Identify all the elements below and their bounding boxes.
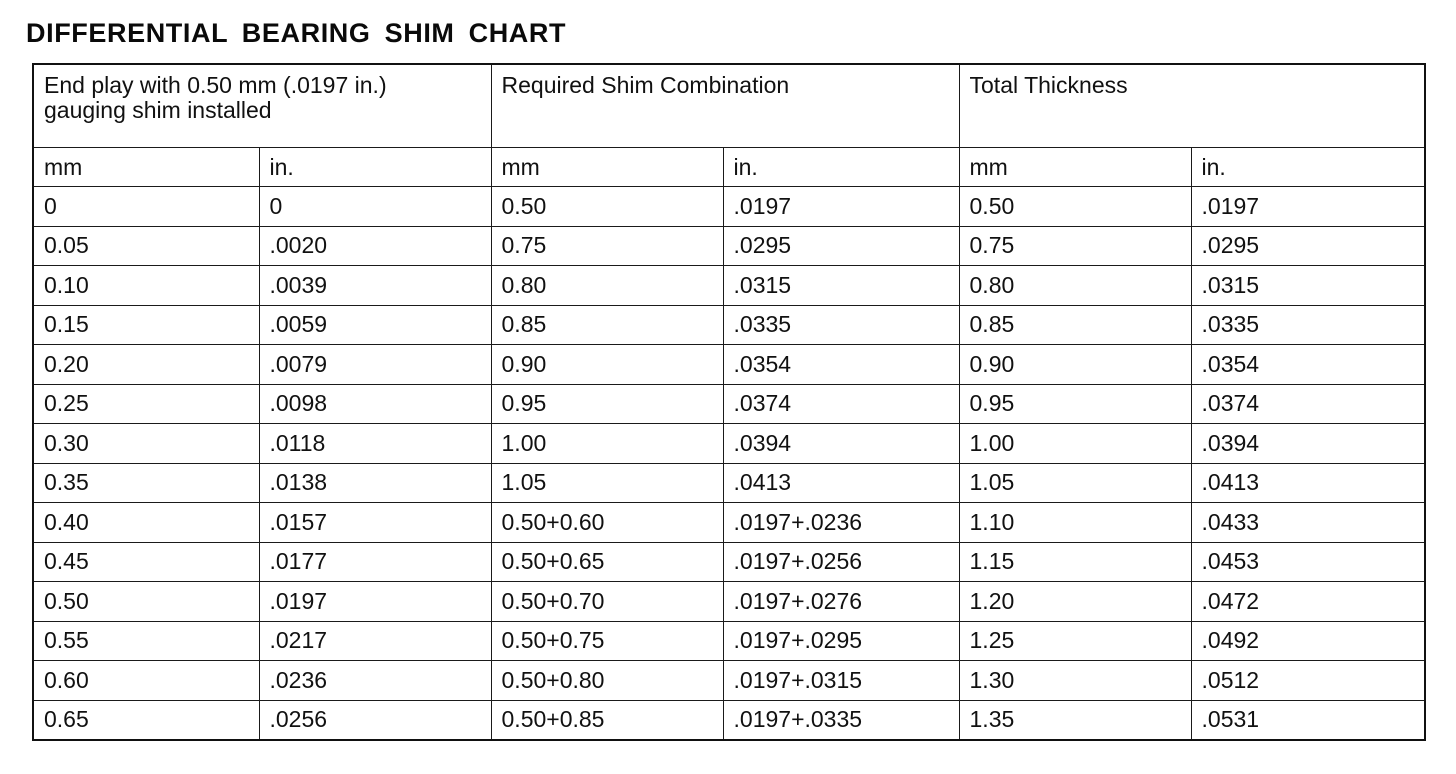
cell-shim-in: .0197+.0295 — [723, 621, 959, 661]
cell-total-mm: 1.20 — [959, 582, 1191, 622]
cell-end-play-mm: 0.10 — [33, 266, 259, 306]
cell-end-play-mm: 0.60 — [33, 661, 259, 701]
table-row — [33, 582, 1425, 622]
cell-shim-in: .0197 — [723, 187, 959, 227]
cell-total-in: .0335 — [1191, 305, 1425, 345]
header-end-play — [33, 64, 491, 148]
cell-end-play-mm: 0.30 — [33, 424, 259, 464]
table-body — [33, 187, 1425, 741]
table-row — [33, 345, 1425, 385]
cell-total-in: .0197 — [1191, 187, 1425, 227]
cell-total-in: .0492 — [1191, 621, 1425, 661]
cell-total-in: .0394 — [1191, 424, 1425, 464]
table-row — [33, 384, 1425, 424]
cell-shim-mm: 0.50+0.75 — [491, 621, 723, 661]
cell-end-play-in: .0020 — [259, 226, 491, 266]
cell-shim-mm: 0.50+0.65 — [491, 542, 723, 582]
cell-shim-in: .0354 — [723, 345, 959, 385]
cell-end-play-mm: 0 — [33, 187, 259, 227]
cell-shim-in: .0413 — [723, 463, 959, 503]
cell-total-mm: 1.00 — [959, 424, 1191, 464]
table-row — [33, 266, 1425, 306]
cell-total-mm: 1.10 — [959, 503, 1191, 543]
cell-shim-in: .0197+.0236 — [723, 503, 959, 543]
cell-end-play-in: 0 — [259, 187, 491, 227]
cell-total-in: .0512 — [1191, 661, 1425, 701]
cell-total-in: .0453 — [1191, 542, 1425, 582]
cell-total-mm: 1.30 — [959, 661, 1191, 701]
cell-end-play-in: .0217 — [259, 621, 491, 661]
group-header-row — [33, 64, 1425, 148]
cell-shim-in: .0315 — [723, 266, 959, 306]
cell-end-play-in: .0236 — [259, 661, 491, 701]
unit-header: in. — [259, 148, 491, 187]
cell-total-in: .0374 — [1191, 384, 1425, 424]
cell-total-mm: 1.15 — [959, 542, 1191, 582]
cell-end-play-mm: 0.65 — [33, 700, 259, 740]
unit-header: mm — [959, 148, 1191, 187]
cell-total-mm: 0.85 — [959, 305, 1191, 345]
cell-shim-in: .0335 — [723, 305, 959, 345]
table-row — [33, 424, 1425, 464]
cell-end-play-mm: 0.20 — [33, 345, 259, 385]
cell-shim-mm: 0.90 — [491, 345, 723, 385]
cell-total-mm: 1.05 — [959, 463, 1191, 503]
cell-end-play-in: .0177 — [259, 542, 491, 582]
cell-end-play-mm: 0.35 — [33, 463, 259, 503]
cell-total-in: .0295 — [1191, 226, 1425, 266]
table-row — [33, 542, 1425, 582]
cell-end-play-mm: 0.15 — [33, 305, 259, 345]
cell-total-mm: 0.95 — [959, 384, 1191, 424]
cell-shim-mm: 0.50+0.85 — [491, 700, 723, 740]
header-end-play-line2: gauging shim installed — [44, 97, 272, 123]
cell-total-in: .0433 — [1191, 503, 1425, 543]
cell-total-in: .0531 — [1191, 700, 1425, 740]
cell-total-mm: 0.75 — [959, 226, 1191, 266]
cell-end-play-in: .0118 — [259, 424, 491, 464]
cell-shim-mm: 1.05 — [491, 463, 723, 503]
cell-total-mm: 0.80 — [959, 266, 1191, 306]
header-required-shim: Required Shim Combination — [491, 64, 959, 148]
cell-shim-in: .0374 — [723, 384, 959, 424]
table-row — [33, 305, 1425, 345]
cell-shim-mm: 0.50+0.70 — [491, 582, 723, 622]
cell-end-play-mm: 0.45 — [33, 542, 259, 582]
unit-header-row — [33, 148, 1425, 187]
cell-end-play-in: .0039 — [259, 266, 491, 306]
unit-header: mm — [33, 148, 259, 187]
cell-end-play-mm: 0.50 — [33, 582, 259, 622]
cell-end-play-in: .0098 — [259, 384, 491, 424]
cell-shim-mm: 0.85 — [491, 305, 723, 345]
cell-end-play-mm: 0.25 — [33, 384, 259, 424]
cell-total-in: .0315 — [1191, 266, 1425, 306]
cell-shim-mm: 1.00 — [491, 424, 723, 464]
cell-end-play-in: .0197 — [259, 582, 491, 622]
cell-end-play-in: .0157 — [259, 503, 491, 543]
cell-shim-mm: 0.75 — [491, 226, 723, 266]
cell-end-play-mm: 0.05 — [33, 226, 259, 266]
table-row — [33, 226, 1425, 266]
table-row — [33, 463, 1425, 503]
table-row — [33, 621, 1425, 661]
cell-total-in: .0472 — [1191, 582, 1425, 622]
cell-shim-mm: 0.50+0.60 — [491, 503, 723, 543]
cell-shim-in: .0197+.0256 — [723, 542, 959, 582]
cell-end-play-in: .0059 — [259, 305, 491, 345]
header-total-thickness: Total Thickness — [959, 64, 1425, 148]
cell-end-play-in: .0256 — [259, 700, 491, 740]
unit-header: mm — [491, 148, 723, 187]
cell-shim-in: .0295 — [723, 226, 959, 266]
cell-shim-mm: 0.50 — [491, 187, 723, 227]
unit-header: in. — [723, 148, 959, 187]
cell-shim-in: .0197+.0335 — [723, 700, 959, 740]
table-row — [33, 700, 1425, 740]
chart-title: DIFFERENTIAL BEARING SHIM CHART — [26, 18, 567, 48]
cell-shim-mm: 0.95 — [491, 384, 723, 424]
cell-end-play-in: .0138 — [259, 463, 491, 503]
cell-total-mm: 0.90 — [959, 345, 1191, 385]
cell-end-play-mm: 0.40 — [33, 503, 259, 543]
table-header — [33, 64, 1425, 187]
cell-end-play-mm: 0.55 — [33, 621, 259, 661]
table-row — [33, 661, 1425, 701]
header-end-play-line1: End play with 0.50 mm (.0197 in.) — [44, 72, 387, 98]
cell-total-in: .0354 — [1191, 345, 1425, 385]
cell-shim-in: .0197+.0315 — [723, 661, 959, 701]
cell-shim-mm: 0.50+0.80 — [491, 661, 723, 701]
cell-shim-mm: 0.80 — [491, 266, 723, 306]
cell-shim-in: .0394 — [723, 424, 959, 464]
cell-shim-in: .0197+.0276 — [723, 582, 959, 622]
cell-total-mm: 1.35 — [959, 700, 1191, 740]
table-row — [33, 187, 1425, 227]
cell-total-in: .0413 — [1191, 463, 1425, 503]
shim-chart-table — [32, 63, 1426, 741]
unit-header: in. — [1191, 148, 1425, 187]
cell-total-mm: 1.25 — [959, 621, 1191, 661]
cell-total-mm: 0.50 — [959, 187, 1191, 227]
cell-end-play-in: .0079 — [259, 345, 491, 385]
table-row — [33, 503, 1425, 543]
